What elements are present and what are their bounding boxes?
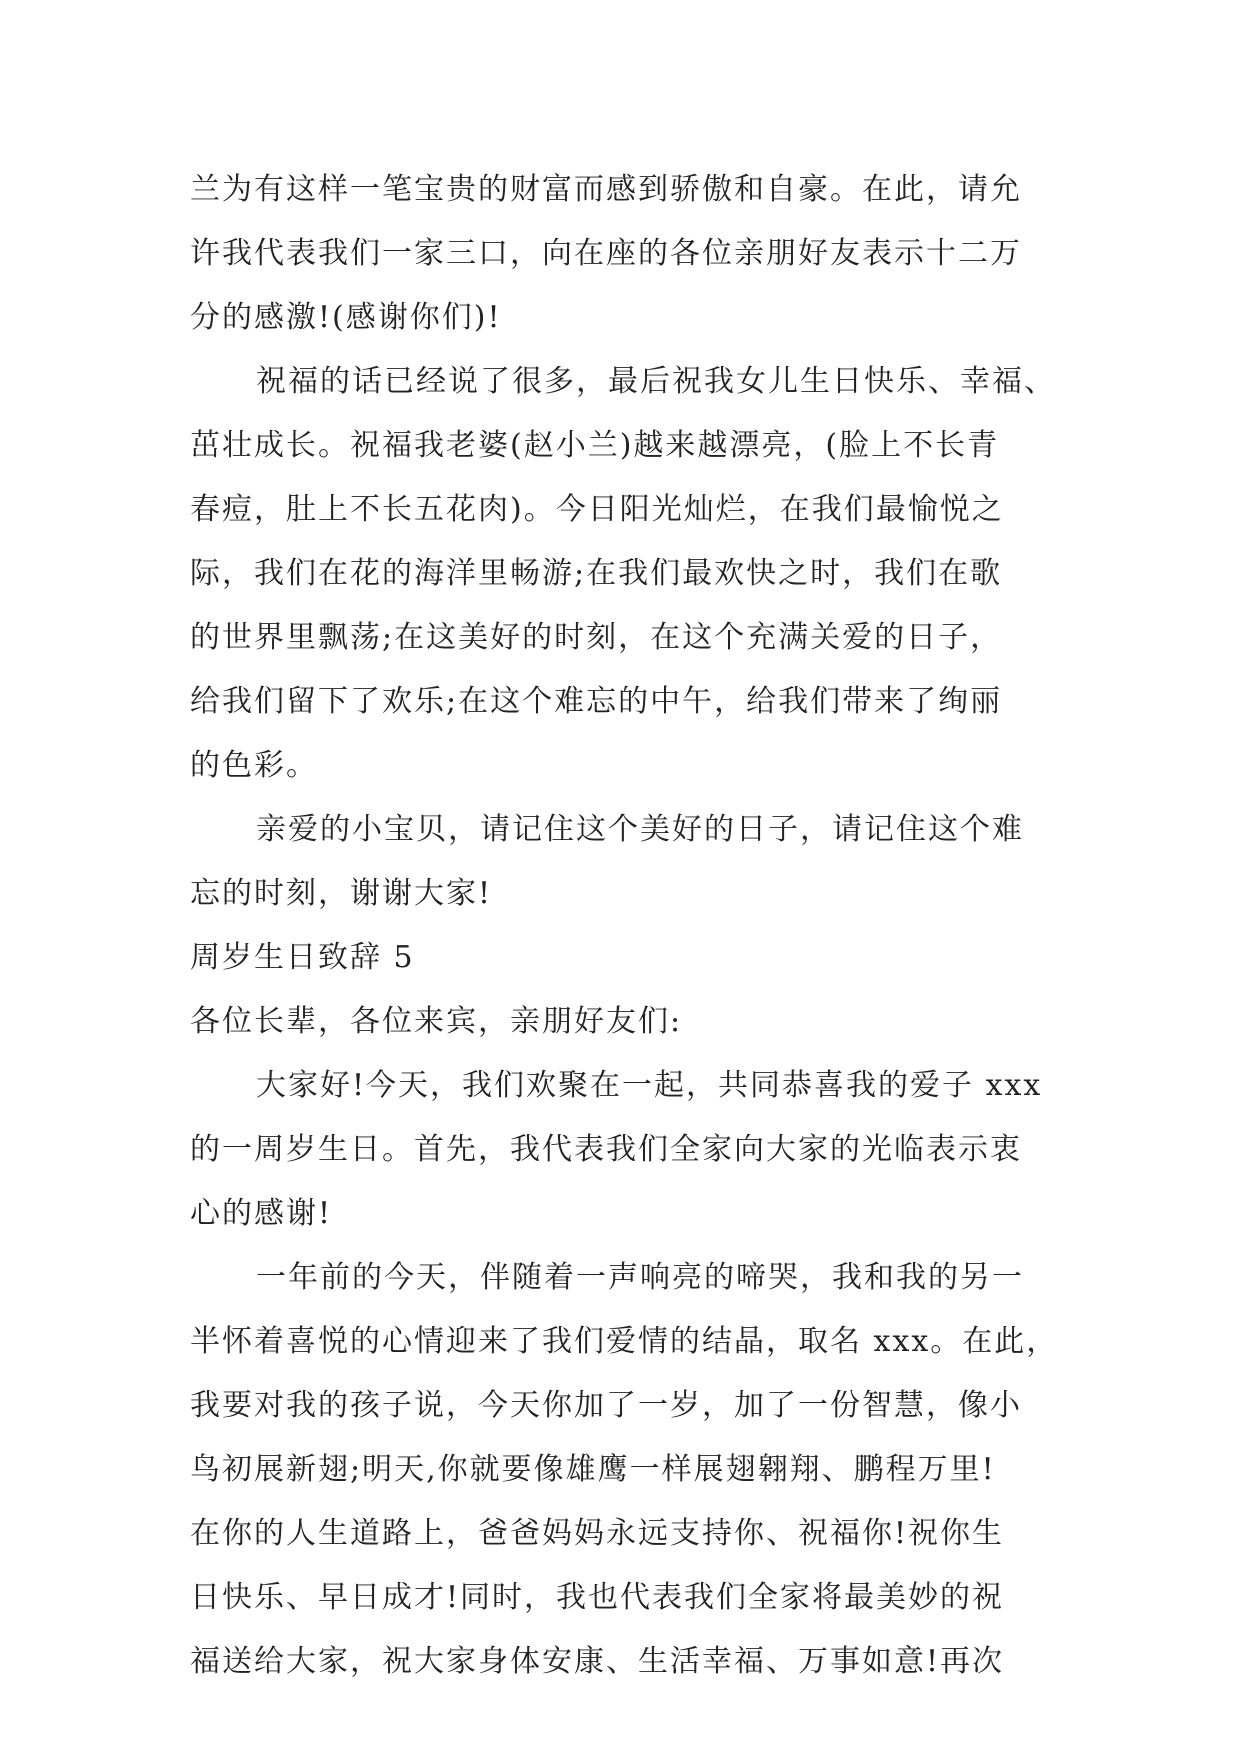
text-line: 的世界里飘荡;在这美好的时刻，在这个充满关爱的日子，: [190, 620, 1003, 655]
text-line: 福送给大家，祝大家身体安康、生活幸福、万事如意!再次: [190, 1644, 1005, 1679]
document-page: [190, 158, 1060, 1694]
text-line: 给我们留下了欢乐;在这个难忘的中午，给我们带来了绚丽: [190, 684, 1003, 719]
section-heading: 周岁生日致辞 5: [190, 940, 415, 975]
text-line: 祝福的话已经说了很多，最后祝我女儿生日快乐、幸福、: [256, 364, 1056, 399]
text-line: 的色彩。: [190, 748, 318, 783]
text-line: 半怀着喜悦的心情迎来了我们爱情的结晶，取名 xxx。在此，: [190, 1324, 1059, 1359]
text-line: 兰为有这样一笔宝贵的财富而感到骄傲和自豪。在此，请允: [190, 172, 1022, 207]
text-line: 春痘，肚上不长五花肉)。今日阳光灿烂，在我们最愉悦之: [190, 492, 1004, 527]
text-line: 在你的人生道路上，爸爸妈妈永远支持你、祝福你!祝你生: [190, 1516, 1005, 1551]
salutation: 各位长辈，各位来宾，亲朋好友们:: [190, 1004, 683, 1039]
text-line: 日快乐、早日成才!同时，我也代表我们全家将最美妙的祝: [190, 1580, 1005, 1615]
text-line: 许我代表我们一家三口，向在座的各位亲朋好友表示十二万: [190, 236, 1022, 271]
text-line: 的一周岁生日。首先，我代表我们全家向大家的光临表示衷: [190, 1132, 1022, 1167]
text-line: 茁壮成长。祝福我老婆(赵小兰)越来越漂亮，(脸上不长青: [190, 428, 1000, 463]
text-line: 亲爱的小宝贝，请记住这个美好的日子，请记住这个难: [256, 812, 1024, 847]
text-line: 一年前的今天，伴随着一声响亮的啼哭，我和我的另一: [256, 1260, 1024, 1295]
text-line: 大家好!今天，我们欢聚在一起，共同恭喜我的爱子 xxx: [256, 1068, 1043, 1103]
text-line: 心的感谢!: [190, 1196, 333, 1231]
text-line: 我要对我的孩子说，今天你加了一岁，加了一份智慧，像小: [190, 1388, 1022, 1423]
text-line: 分的感激!(感谢你们)!: [190, 300, 502, 335]
text-line: 鸟初展新翅;明天,你就要像雄鹰一样展翅翱翔、鹏程万里!: [190, 1452, 996, 1487]
text-line: 际，我们在花的海洋里畅游;在我们最欢快之时，我们在歌: [190, 556, 1003, 591]
text-line: 忘的时刻，谢谢大家!: [190, 876, 493, 911]
